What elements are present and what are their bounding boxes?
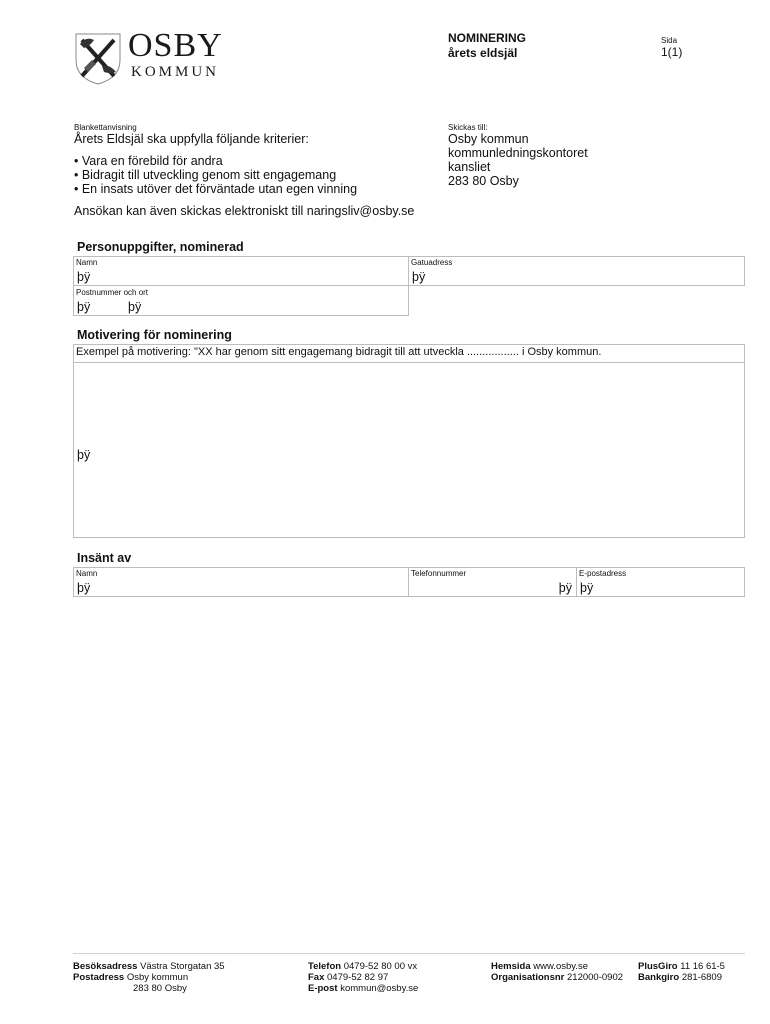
footer-divider — [73, 953, 745, 954]
footer-phone-value: 0479-52 80 00 vx — [343, 961, 418, 972]
footer-visit-label: Besöksadress — [73, 961, 138, 972]
footer-email — [308, 983, 418, 995]
send-to-address-line: 283 80 Osby — [448, 174, 519, 188]
footer-postal-label: Postadress — [73, 972, 125, 983]
motivation-section-heading: Motivering för nominering — [77, 328, 232, 342]
nominee-postal-label: Postnummer och ort — [76, 288, 149, 297]
footer-plusgiro-label: PlusGiro — [638, 961, 678, 972]
criteria-item: • Vara en förebild för andra — [74, 154, 223, 168]
nominee-section-heading: Personuppgifter, nominerad — [77, 240, 244, 254]
motivation-text-field[interactable]: þÿ — [77, 448, 91, 462]
criteria-item: • Bidragit till utveckling genom sitt engagemang — [74, 168, 337, 182]
footer-visit-value: Västra Storgatan 35 — [140, 961, 225, 972]
instructions-heading: Årets Eldsjäl ska uppfylla följande kriterier: — [74, 132, 309, 146]
field-divider — [408, 256, 409, 286]
footer-web-value: www.osby.se — [533, 961, 588, 972]
submitter-phone-label: Telefonnummer — [411, 569, 467, 578]
instructions-label: Blankettanvisning — [74, 123, 137, 132]
nominee-postal-code-field[interactable]: þÿ — [77, 300, 91, 314]
nominee-street-label: Gatuadress — [411, 258, 453, 267]
motivation-example-text: Exempel på motivering: "XX har genom sitt engagemang bidragit till att utveckla ................. i Osby kommun. — [76, 346, 602, 358]
footer-orgnr — [491, 972, 623, 984]
footer-postal-address — [73, 972, 188, 984]
footer-fax-value: 0479-52 82 97 — [327, 972, 389, 983]
document-title: NOMINERING — [448, 31, 526, 45]
footer-fax-label: Fax — [308, 972, 325, 983]
footer-visit-address — [73, 961, 225, 973]
document-subtitle: årets eldsjäl — [448, 46, 518, 60]
field-divider — [408, 567, 409, 597]
nominee-city-field[interactable]: þÿ — [128, 300, 142, 314]
nominee-name-label: Namn — [76, 258, 98, 267]
nominee-street-field[interactable]: þÿ — [412, 270, 426, 284]
criteria-item: • En insats utöver det förväntade utan egen vinning — [74, 182, 358, 196]
nominee-name-field[interactable]: þÿ — [77, 270, 91, 284]
electronic-submission-note: Ansökan kan även skickas elektroniskt till naringsliv@osby.se — [74, 204, 415, 218]
submitter-section-heading: Insänt av — [77, 551, 132, 565]
submitter-name-label: Namn — [76, 569, 98, 578]
footer-postal-value-2: 283 80 Osby — [133, 983, 187, 994]
field-divider — [576, 567, 577, 597]
footer-bankgiro-value: 281-6809 — [681, 972, 722, 983]
footer-plusgiro — [638, 961, 725, 973]
submitter-email-field[interactable]: þÿ — [580, 581, 594, 595]
footer-postal-value: Osby kommun — [126, 972, 189, 983]
footer-bankgiro-label: Bankgiro — [638, 972, 680, 983]
logo-wordmark: OSBY — [128, 27, 223, 64]
submitter-email-label: E-postadress — [579, 569, 627, 578]
footer-email-value: kommun@osby.se — [340, 983, 419, 994]
logo-subtitle: KOMMUN — [131, 64, 220, 80]
submitter-name-field[interactable]: þÿ — [77, 581, 91, 595]
footer-orgnr-label: Organisationsnr — [491, 972, 565, 983]
page-label: Sida — [661, 36, 678, 45]
footer-phone — [308, 961, 417, 973]
footer-phone-label: Telefon — [308, 961, 342, 972]
page-number: 1(1) — [661, 45, 683, 59]
footer-plusgiro-value: 11 16 61-5 — [680, 961, 725, 972]
footer-web — [491, 961, 588, 973]
send-to-address-line: kansliet — [448, 160, 491, 174]
submitter-phone-field[interactable]: þÿ — [558, 581, 572, 595]
osby-coat-of-arms-icon — [72, 30, 124, 86]
send-to-address-line: kommunledningskontoret — [448, 146, 588, 160]
footer-orgnr-value: 212000-0902 — [567, 972, 624, 983]
footer-email-label: E-post — [308, 983, 338, 994]
send-to-label: Skickas till: — [448, 123, 488, 132]
send-to-address-line: Osby kommun — [448, 132, 529, 146]
footer-fax — [308, 972, 388, 984]
footer-bankgiro — [638, 972, 722, 984]
footer-web-label: Hemsida — [491, 961, 531, 972]
